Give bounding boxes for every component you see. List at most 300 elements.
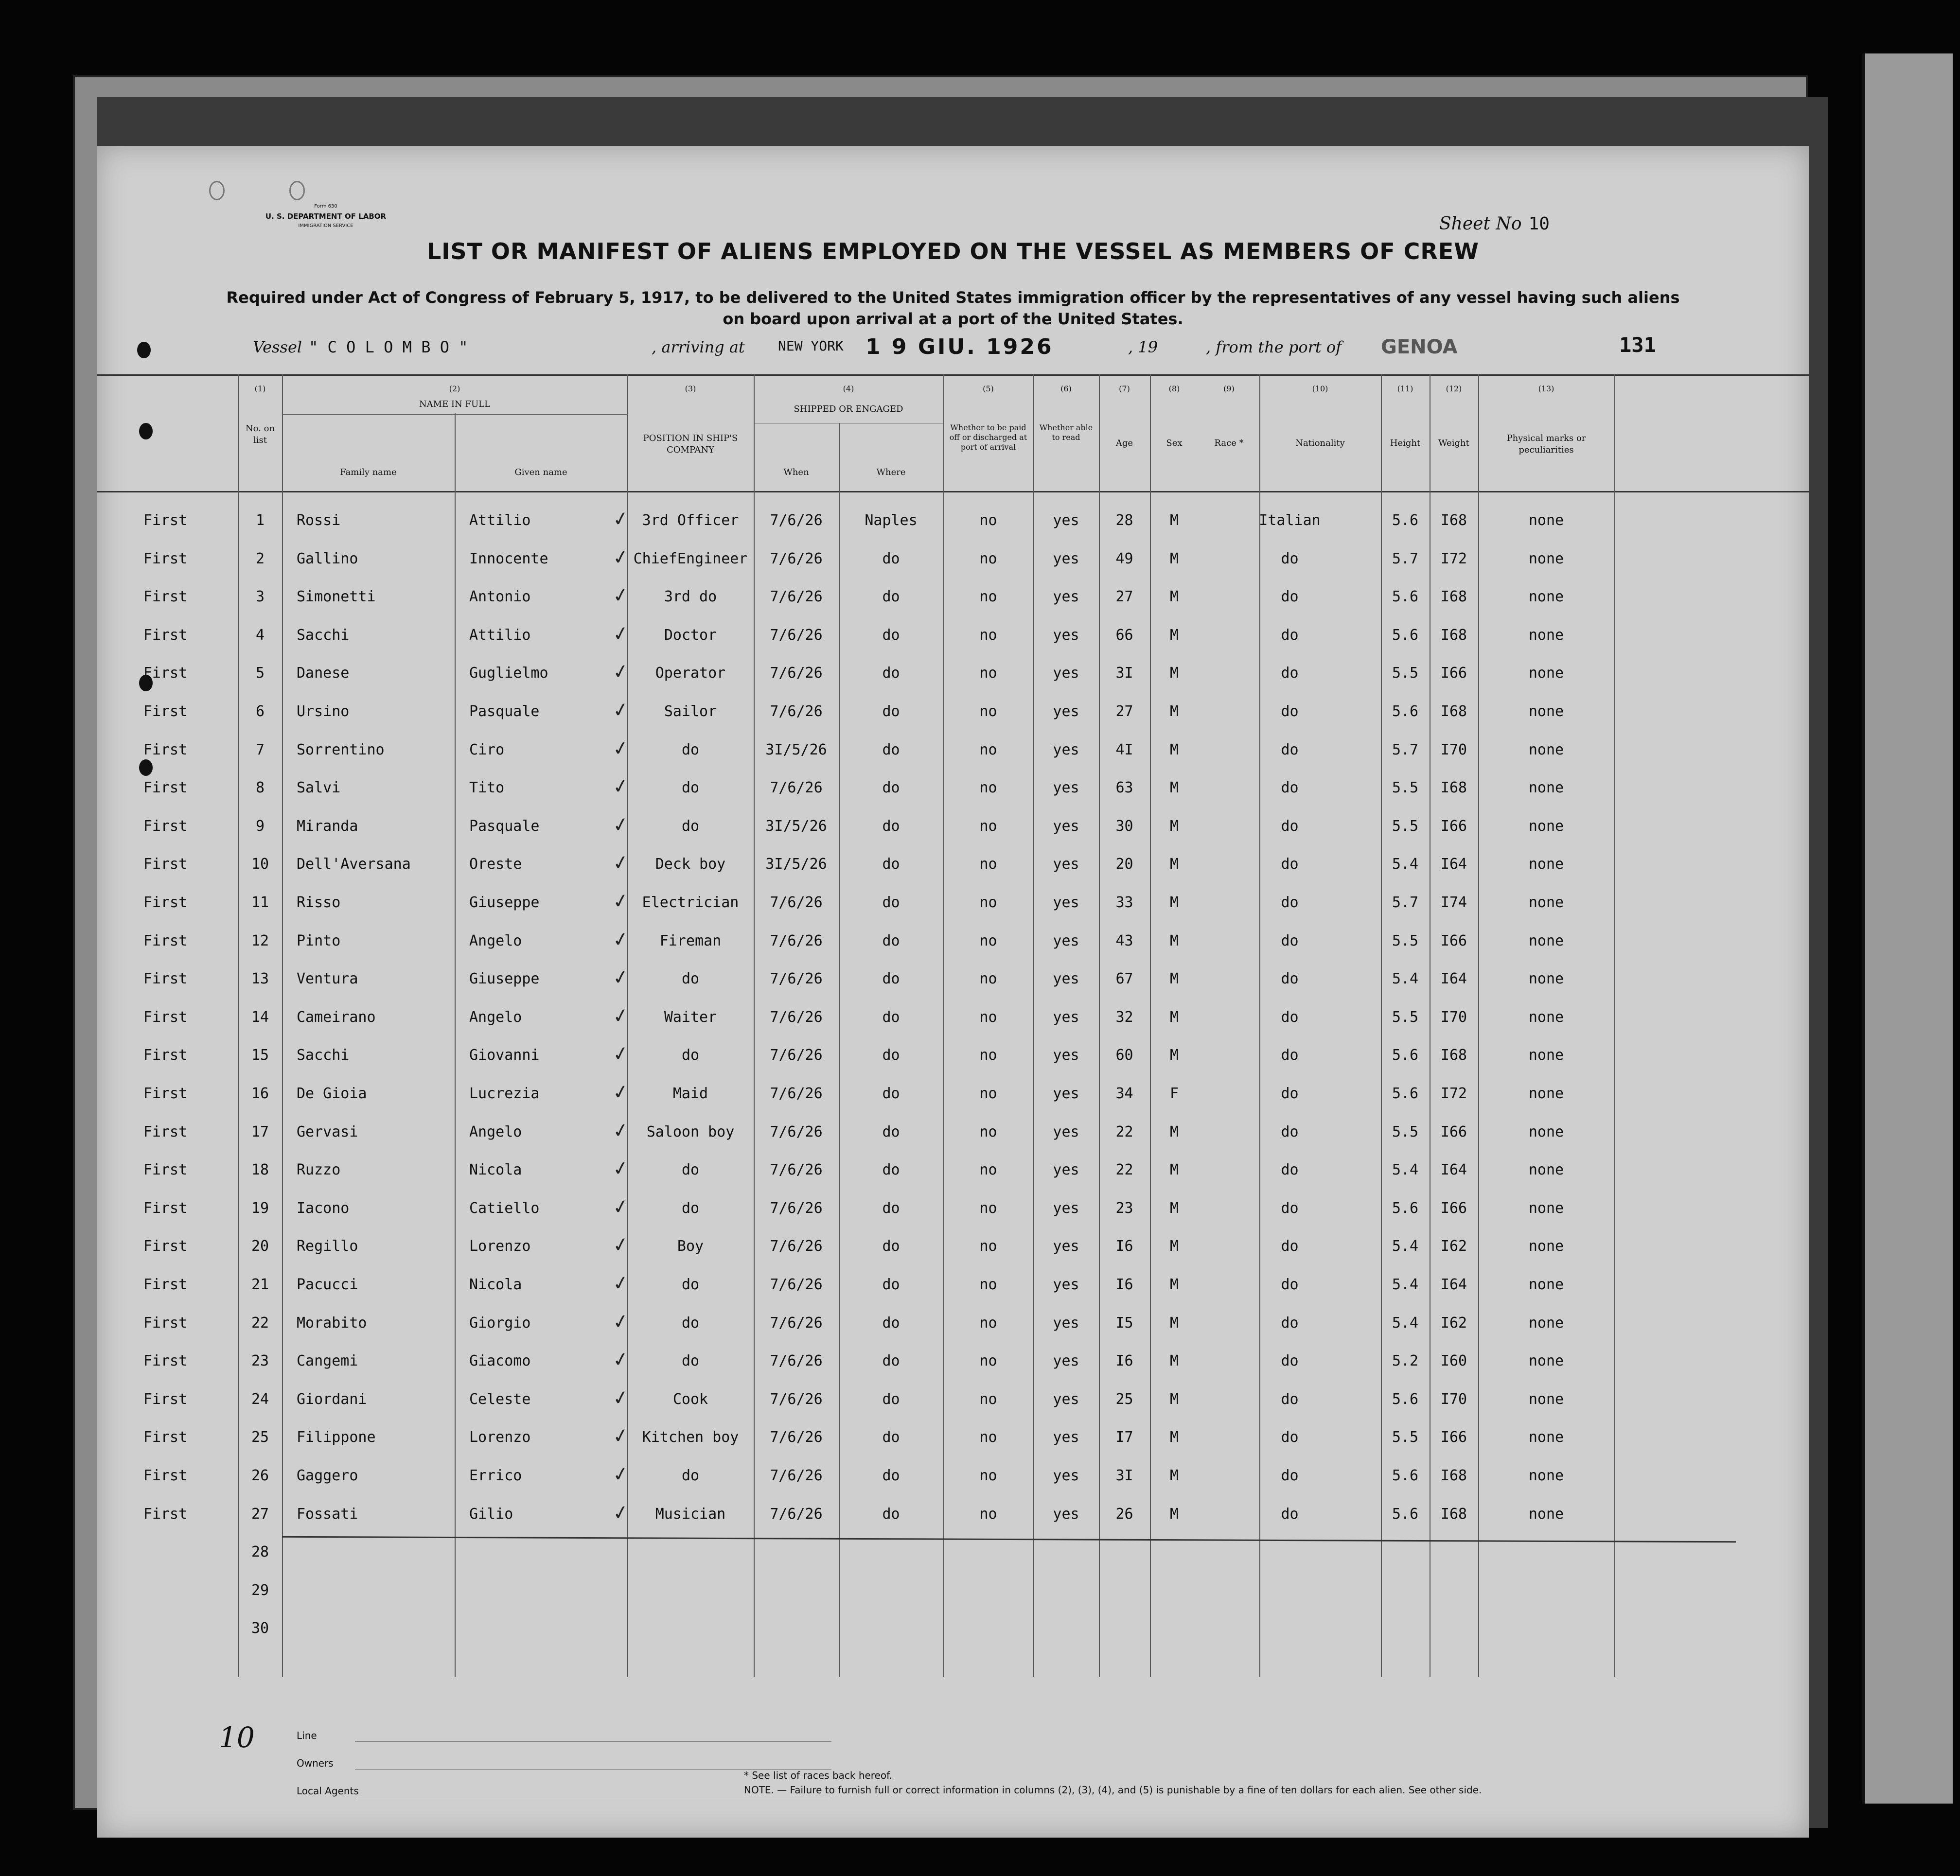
cell-where: do [882, 1276, 900, 1293]
cell-no: 9 [255, 817, 265, 835]
cell-cls: First [143, 626, 188, 644]
footer-line-label: Line [297, 1730, 317, 1741]
cell-race: do [1281, 1161, 1299, 1179]
check-mark: ✓ [611, 1118, 631, 1143]
cell-when: 7/6/26 [770, 1199, 823, 1217]
cell-marks: none [1528, 1085, 1564, 1102]
cell-where: do [882, 1008, 900, 1026]
cell-race: do [1281, 932, 1299, 949]
cell-sex: M [1169, 588, 1179, 606]
cell-when: 7/6/26 [770, 1390, 823, 1408]
cell-where: do [882, 1238, 900, 1255]
cell-race: do [1281, 1467, 1299, 1484]
cell-height: 5.6 [1392, 626, 1419, 644]
check-mark: ✓ [611, 1080, 631, 1105]
table-row [97, 1458, 1809, 1497]
cell-paid: no [979, 894, 997, 911]
cell-height: 5.7 [1392, 741, 1419, 758]
cell-no: 23 [251, 1352, 269, 1370]
cell-given: Lorenzo [469, 1429, 531, 1446]
cell-paid: no [979, 741, 997, 758]
cell-cls: First [143, 1314, 188, 1332]
check-mark: ✓ [611, 545, 631, 570]
cell-no: 7 [255, 741, 265, 758]
cell-family: Salvi [297, 779, 341, 797]
from-label: , from the port of [1206, 338, 1342, 356]
cell-weight: I62 [1440, 1238, 1467, 1255]
cell-given: Attilio [469, 626, 531, 644]
cell-read: yes [1053, 665, 1079, 682]
col-number: (1) [254, 384, 266, 393]
cell-family: Ursino [297, 703, 350, 720]
cell-when: 7/6/26 [770, 1085, 823, 1102]
cell-marks: none [1528, 856, 1564, 873]
cell-cls: First [143, 970, 188, 988]
cell-when: 7/6/26 [770, 1238, 823, 1255]
header-age: Age [1115, 438, 1133, 448]
cell-age: 20 [1115, 856, 1133, 873]
cell-age: I5 [1115, 1314, 1133, 1332]
cell-read: yes [1053, 703, 1079, 720]
cell-when: 7/6/26 [770, 1161, 823, 1179]
cell-family: Pacucci [297, 1276, 358, 1293]
cell-marks: none [1528, 970, 1564, 988]
header-bottom-rule [97, 491, 1809, 492]
cell-where: do [882, 856, 900, 873]
cell-family: Miranda [297, 817, 358, 835]
cell-cls: First [143, 932, 188, 949]
check-mark: ✓ [611, 1500, 631, 1525]
punch-hole [137, 342, 151, 358]
header-nationality: Nationality [1295, 438, 1345, 448]
cell-race: do [1281, 1085, 1299, 1102]
table-row [97, 1038, 1809, 1076]
header-name-in-full: NAME IN FULL [419, 399, 491, 409]
cell-race: do [1281, 856, 1299, 873]
cell-cls: First [143, 856, 188, 873]
footer-rule [355, 1741, 831, 1742]
check-mark: ✓ [611, 621, 631, 647]
table-row [97, 962, 1809, 1000]
cell-race: do [1281, 1429, 1299, 1446]
cell-height: 5.4 [1392, 1238, 1419, 1255]
table-row [97, 656, 1809, 694]
cell-sex: M [1169, 856, 1179, 873]
col-number: (4) [843, 384, 854, 393]
empty-row-number: 30 [251, 1620, 269, 1637]
cell-read: yes [1053, 1467, 1079, 1484]
cell-weight: I68 [1440, 1505, 1467, 1523]
cell-paid: no [979, 1161, 997, 1179]
cell-paid: no [979, 779, 997, 797]
cell-marks: none [1528, 1161, 1564, 1179]
cell-given: Giuseppe [469, 970, 540, 988]
col-number: (13) [1538, 384, 1554, 393]
cell-height: 5.4 [1392, 970, 1419, 988]
cell-when: 3I/5/26 [765, 817, 827, 835]
cell-position: do [681, 1199, 700, 1217]
table-row [97, 1076, 1809, 1115]
cell-read: yes [1053, 1390, 1079, 1408]
check-mark: ✓ [611, 1423, 631, 1449]
cell-age: 27 [1115, 703, 1133, 720]
sheet-label: Sheet No [1439, 214, 1522, 234]
cell-race: Italian [1259, 512, 1321, 529]
cell-read: yes [1053, 1123, 1079, 1140]
cell-paid: no [979, 1390, 997, 1408]
cell-marks: none [1528, 1467, 1564, 1484]
cell-weight: I68 [1440, 779, 1467, 797]
header-able-read: Whether able to read [1039, 423, 1093, 442]
cell-race: do [1281, 626, 1299, 644]
header-race: Race * [1214, 438, 1244, 448]
cell-age: 49 [1115, 550, 1133, 567]
cell-no: 18 [251, 1161, 269, 1179]
cell-sex: M [1169, 779, 1179, 797]
cell-marks: none [1528, 894, 1564, 911]
check-mark: ✓ [611, 965, 631, 990]
subtitle-line-2: on board upon arrival at a port of the United States. [723, 310, 1183, 328]
cell-where: do [882, 703, 900, 720]
end-of-list-rule [282, 1536, 1736, 1543]
cell-position: do [681, 1161, 700, 1179]
cell-race: do [1281, 1390, 1299, 1408]
cell-race: do [1281, 1276, 1299, 1293]
cell-race: do [1281, 741, 1299, 758]
cell-height: 5.5 [1392, 1123, 1419, 1140]
cell-weight: I68 [1440, 626, 1467, 644]
cell-position: Kitchen boy [642, 1429, 739, 1446]
cell-age: 4I [1115, 741, 1133, 758]
cell-when: 3I/5/26 [765, 741, 827, 758]
cell-when: 7/6/26 [770, 1505, 823, 1523]
cell-cls: First [143, 1008, 188, 1026]
cell-weight: I66 [1440, 1429, 1467, 1446]
check-mark: ✓ [611, 1194, 631, 1220]
cell-given: Nicola [469, 1161, 522, 1179]
cell-cls: First [143, 1238, 188, 1255]
cell-no: 22 [251, 1314, 269, 1332]
cell-position: do [681, 817, 700, 835]
cell-no: 12 [251, 932, 269, 949]
cell-position: 3rd Officer [642, 512, 739, 529]
cell-given: Ciro [469, 741, 505, 758]
cell-sex: M [1169, 1047, 1179, 1064]
cell-when: 7/6/26 [770, 550, 823, 567]
cell-no: 11 [251, 894, 269, 911]
cell-marks: none [1528, 741, 1564, 758]
cell-where: do [882, 1429, 900, 1446]
cell-cls: First [143, 1047, 188, 1064]
cell-when: 7/6/26 [770, 703, 823, 720]
cell-where: do [882, 626, 900, 644]
cell-no: 8 [255, 779, 265, 797]
cell-no: 1 [255, 512, 265, 529]
cell-where: do [882, 1047, 900, 1064]
cell-age: I6 [1115, 1238, 1133, 1255]
cell-cls: First [143, 1085, 188, 1102]
cell-marks: none [1528, 512, 1564, 529]
check-mark: ✓ [611, 1309, 631, 1334]
cell-given: Pasquale [469, 817, 540, 835]
table-row [97, 809, 1809, 847]
cell-family: Risso [297, 894, 341, 911]
check-mark: ✓ [611, 736, 631, 761]
cell-marks: none [1528, 1008, 1564, 1026]
cell-read: yes [1053, 1008, 1079, 1026]
cell-where: do [882, 932, 900, 949]
cell-marks: none [1528, 1429, 1564, 1446]
vessel-label: Vessel [253, 338, 302, 356]
page-number: 131 [1619, 333, 1656, 357]
cell-position: Maid [672, 1085, 708, 1102]
cell-weight: I68 [1440, 703, 1467, 720]
check-mark: ✓ [611, 850, 631, 876]
cell-weight: I66 [1440, 1199, 1467, 1217]
cell-no: 5 [255, 665, 265, 682]
cell-sex: M [1169, 1276, 1179, 1293]
cell-family: Ruzzo [297, 1161, 341, 1179]
cell-when: 7/6/26 [770, 665, 823, 682]
cell-cls: First [143, 512, 188, 529]
cell-height: 5.5 [1392, 665, 1419, 682]
col-number: (6) [1060, 384, 1072, 393]
cell-where: do [882, 1314, 900, 1332]
cell-where: do [882, 1467, 900, 1484]
table-row [97, 503, 1809, 542]
header-sex: Sex [1166, 438, 1183, 448]
cell-cls: First [143, 588, 188, 606]
cell-where: do [882, 779, 900, 797]
cell-sex: M [1169, 1161, 1179, 1179]
check-mark: ✓ [611, 1041, 631, 1067]
cell-age: 34 [1115, 1085, 1133, 1102]
cell-when: 7/6/26 [770, 1047, 823, 1064]
table-row [97, 1153, 1809, 1191]
check-mark: ✓ [611, 1347, 631, 1372]
cell-race: do [1281, 1008, 1299, 1026]
cell-cls: First [143, 1123, 188, 1140]
header-when: When [783, 467, 809, 477]
cell-sex: M [1169, 665, 1179, 682]
cell-given: Celeste [469, 1390, 531, 1408]
header-no-on-list: No. on list [245, 423, 275, 445]
cell-height: 5.6 [1392, 703, 1419, 720]
cell-paid: no [979, 512, 997, 529]
cell-given: Errico [469, 1467, 522, 1484]
cell-marks: none [1528, 1314, 1564, 1332]
col-number: (8) [1168, 384, 1180, 393]
cell-age: 3I [1115, 665, 1133, 682]
cell-sex: M [1169, 1390, 1179, 1408]
cell-weight: I66 [1440, 1123, 1467, 1140]
cell-position: Electrician [642, 894, 739, 911]
cell-family: Gallino [297, 550, 358, 567]
cell-given: Angelo [469, 1123, 522, 1140]
cell-where: do [882, 665, 900, 682]
subtitle-line-1: Required under Act of Congress of February 5, 1917, to be delivered to the United States immigration officer by the representatives of any vessel having such aliens [226, 288, 1680, 307]
cell-marks: none [1528, 626, 1564, 644]
table-row [97, 885, 1809, 924]
cell-no: 20 [251, 1238, 269, 1255]
cell-when: 7/6/26 [770, 1008, 823, 1026]
cell-paid: no [979, 1085, 997, 1102]
empty-row-number: 29 [251, 1581, 269, 1599]
cell-read: yes [1053, 1199, 1079, 1217]
cell-when: 7/6/26 [770, 626, 823, 644]
cell-given: Antonio [469, 588, 531, 606]
cell-paid: no [979, 1123, 997, 1140]
cell-cls: First [143, 741, 188, 758]
cell-height: 5.6 [1392, 588, 1419, 606]
cell-when: 7/6/26 [770, 894, 823, 911]
cell-read: yes [1053, 1047, 1079, 1064]
cell-position: do [681, 1467, 700, 1484]
cell-where: do [882, 1085, 900, 1102]
cell-sex: M [1169, 1123, 1179, 1140]
cell-height: 5.4 [1392, 1276, 1419, 1293]
table-row [97, 1191, 1809, 1229]
cell-cls: First [143, 1429, 188, 1446]
cell-weight: I68 [1440, 1047, 1467, 1064]
cell-cls: First [143, 1199, 188, 1217]
cell-height: 5.6 [1392, 1199, 1419, 1217]
cell-position: Sailor [664, 703, 717, 720]
cell-given: Nicola [469, 1276, 522, 1293]
department-name: U. S. DEPARTMENT OF LABOR [265, 212, 387, 221]
cell-race: do [1281, 550, 1299, 567]
table-row [97, 618, 1809, 656]
cell-read: yes [1053, 932, 1079, 949]
cell-race: do [1281, 665, 1299, 682]
check-mark: ✓ [611, 698, 631, 723]
header-where: Where [876, 467, 906, 477]
cell-family: Sacchi [297, 626, 350, 644]
cell-cls: First [143, 1161, 188, 1179]
empty-row-number: 28 [251, 1543, 269, 1561]
cell-position: 3rd do [664, 588, 717, 606]
table-row [97, 1229, 1809, 1267]
cell-given: Angelo [469, 932, 522, 949]
cell-given: Angelo [469, 1008, 522, 1026]
cell-race: do [1281, 1314, 1299, 1332]
cell-where: do [882, 1123, 900, 1140]
cell-family: Gervasi [297, 1123, 358, 1140]
col-number: (7) [1119, 384, 1130, 393]
arrival-date-stamp: 1 9 GIU. 1926 [865, 334, 1054, 359]
cell-sex: M [1169, 1467, 1179, 1484]
check-mark: ✓ [611, 1232, 631, 1258]
cell-where: Naples [865, 512, 918, 529]
document-title: LIST OR MANIFEST OF ALIENS EMPLOYED ON THE VESSEL AS MEMBERS OF CREW [426, 238, 1479, 264]
table-row [97, 1115, 1809, 1153]
cell-where: do [882, 741, 900, 758]
cell-race: do [1281, 703, 1299, 720]
cell-read: yes [1053, 856, 1079, 873]
check-mark: ✓ [611, 659, 631, 684]
document-subtitle [224, 287, 1682, 330]
cell-where: do [882, 1199, 900, 1217]
cell-paid: no [979, 703, 997, 720]
cell-height: 5.7 [1392, 550, 1419, 567]
cell-when: 7/6/26 [770, 970, 823, 988]
cell-read: yes [1053, 817, 1079, 835]
cell-no: 2 [255, 550, 265, 567]
check-mark: ✓ [611, 1271, 631, 1296]
cell-no: 4 [255, 626, 265, 644]
cell-position: Boy [677, 1238, 704, 1255]
cell-read: yes [1053, 1352, 1079, 1370]
cell-race: do [1281, 588, 1299, 606]
cell-family: Pinto [297, 932, 341, 949]
cell-race: do [1281, 779, 1299, 797]
cell-height: 5.6 [1392, 1467, 1419, 1484]
cell-marks: none [1528, 550, 1564, 567]
cell-paid: no [979, 856, 997, 873]
cell-where: do [882, 1505, 900, 1523]
vessel-name: " C O L O M B O " [309, 338, 468, 356]
col-number: (11) [1397, 384, 1413, 393]
cell-marks: none [1528, 1505, 1564, 1523]
cell-position: ChiefEngineer [633, 550, 748, 567]
table-row [97, 771, 1809, 809]
cell-weight: I68 [1440, 1467, 1467, 1484]
cell-marks: none [1528, 1352, 1564, 1370]
table-row [97, 1420, 1809, 1458]
cell-height: 5.5 [1392, 1429, 1419, 1446]
cell-where: do [882, 588, 900, 606]
cell-read: yes [1053, 1085, 1079, 1102]
cell-race: do [1281, 1352, 1299, 1370]
cell-age: 22 [1115, 1123, 1133, 1140]
col-number: (10) [1312, 384, 1328, 393]
cell-read: yes [1053, 588, 1079, 606]
cell-age: I6 [1115, 1276, 1133, 1293]
col-number: (5) [983, 384, 994, 393]
cell-weight: I64 [1440, 1161, 1467, 1179]
cell-marks: none [1528, 703, 1564, 720]
cell-paid: no [979, 1238, 997, 1255]
cell-cls: First [143, 665, 188, 682]
cell-paid: no [979, 1314, 997, 1332]
cell-sex: F [1169, 1085, 1179, 1102]
check-mark: ✓ [611, 927, 631, 952]
cell-paid: no [979, 1047, 997, 1064]
header-paid-off: Whether to be paid off or discharged at port of arrival [949, 423, 1027, 452]
cell-age: 3I [1115, 1467, 1133, 1484]
cell-where: do [882, 894, 900, 911]
cell-race: do [1281, 1505, 1299, 1523]
cell-height: 5.6 [1392, 1505, 1419, 1523]
cell-when: 7/6/26 [770, 1123, 823, 1140]
cell-marks: none [1528, 932, 1564, 949]
cell-no: 16 [251, 1085, 269, 1102]
cell-age: 66 [1115, 626, 1133, 644]
cell-marks: none [1528, 1238, 1564, 1255]
cell-sex: M [1169, 1429, 1179, 1446]
col-number: (12) [1446, 384, 1462, 393]
cell-height: 5.4 [1392, 1161, 1419, 1179]
cell-when: 7/6/26 [770, 512, 823, 529]
cell-no: 3 [255, 588, 265, 606]
cell-race: do [1281, 1238, 1299, 1255]
cell-where: do [882, 817, 900, 835]
cell-marks: none [1528, 817, 1564, 835]
cell-paid: no [979, 970, 997, 988]
cell-paid: no [979, 932, 997, 949]
cell-where: do [882, 1161, 900, 1179]
cell-height: 5.2 [1392, 1352, 1419, 1370]
